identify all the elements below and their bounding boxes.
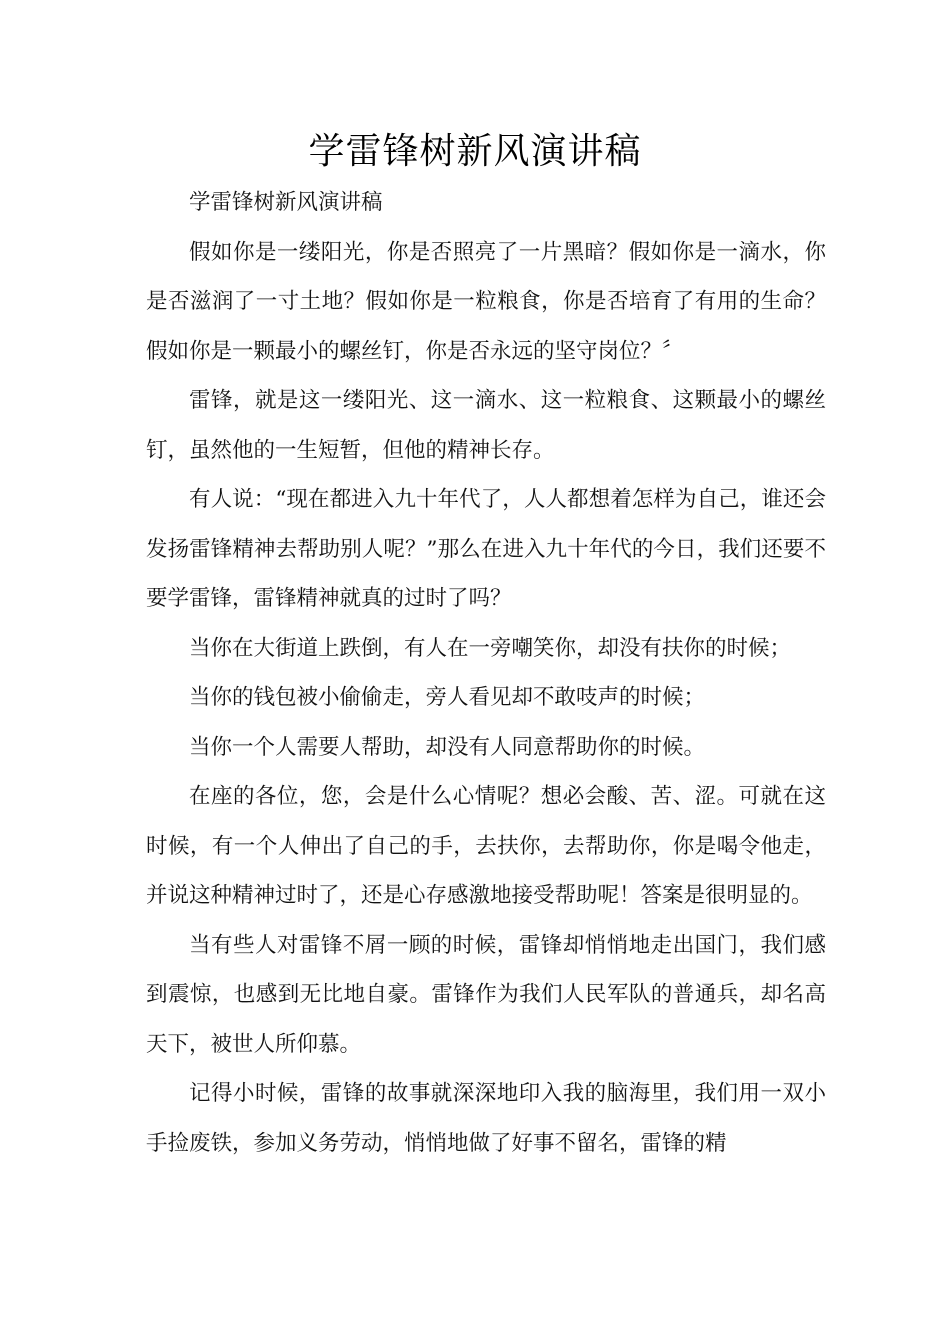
document-body	[146, 178, 826, 1168]
paragraph: 有人说：“现在都进入九十年代了，人人都想着怎样为自己，谁还会发扬雷锋精神去帮助别人呢？”那么在进入九十年代的今日，我们还要不要学雷锋，雷锋精神就真的过时了吗？	[146, 487, 826, 611]
document-title: 学雷锋树新风演讲稿	[308, 131, 642, 172]
paragraph: 记得小时候，雷锋的故事就深深地印入我的脑海里，我们用一双小手捡废铁，参加义务劳动，悄悄地做了好事不留名，雷锋的精	[146, 1081, 826, 1156]
paragraph: 在座的各位，您，会是什么心情呢？想必会酸、苦、涩。可就在这时候，有一个人伸出了自己的手，去扶你，去帮助你，你是喝令他走，并说这种精神过时了，还是心存感激地接受帮助呢！答案是很明显的。	[146, 784, 826, 908]
paragraph: 雷锋，就是这一缕阳光、这一滴水、这一粒粮食、这颗最小的螺丝钉，虽然他的一生短暂，但他的精神长存。	[146, 388, 826, 463]
paragraph: 假如你是一缕阳光，你是否照亮了一片黑暗？假如你是一滴水，你是否滋润了一寸土地？假如你是一粒粮食，你是否培育了有用的生命？假如你是一颗最小的螺丝钉，你是否永远的坚守岗位？〞	[146, 239, 826, 364]
paragraph: 当你的钱包被小偷偷走，旁人看见却不敢吱声的时候；	[189, 685, 706, 710]
paragraph-subtitle: 学雷锋树新风演讲稿	[189, 190, 383, 215]
paragraph: 当你一个人需要人帮助，却没有人同意帮助你的时候。	[189, 734, 706, 760]
paragraph: 当有些人对雷锋不屑一顾的时候，雷锋却悄悄地走出国门，我们感到震惊，也感到无比地自豪。雷锋作为我们人民军队的普通兵，却名高天下，被世人所仰慕。	[146, 932, 826, 1057]
paragraph: 当你在大街道上跌倒，有人在一旁嘲笑你，却没有扶你的时候；	[189, 635, 792, 661]
